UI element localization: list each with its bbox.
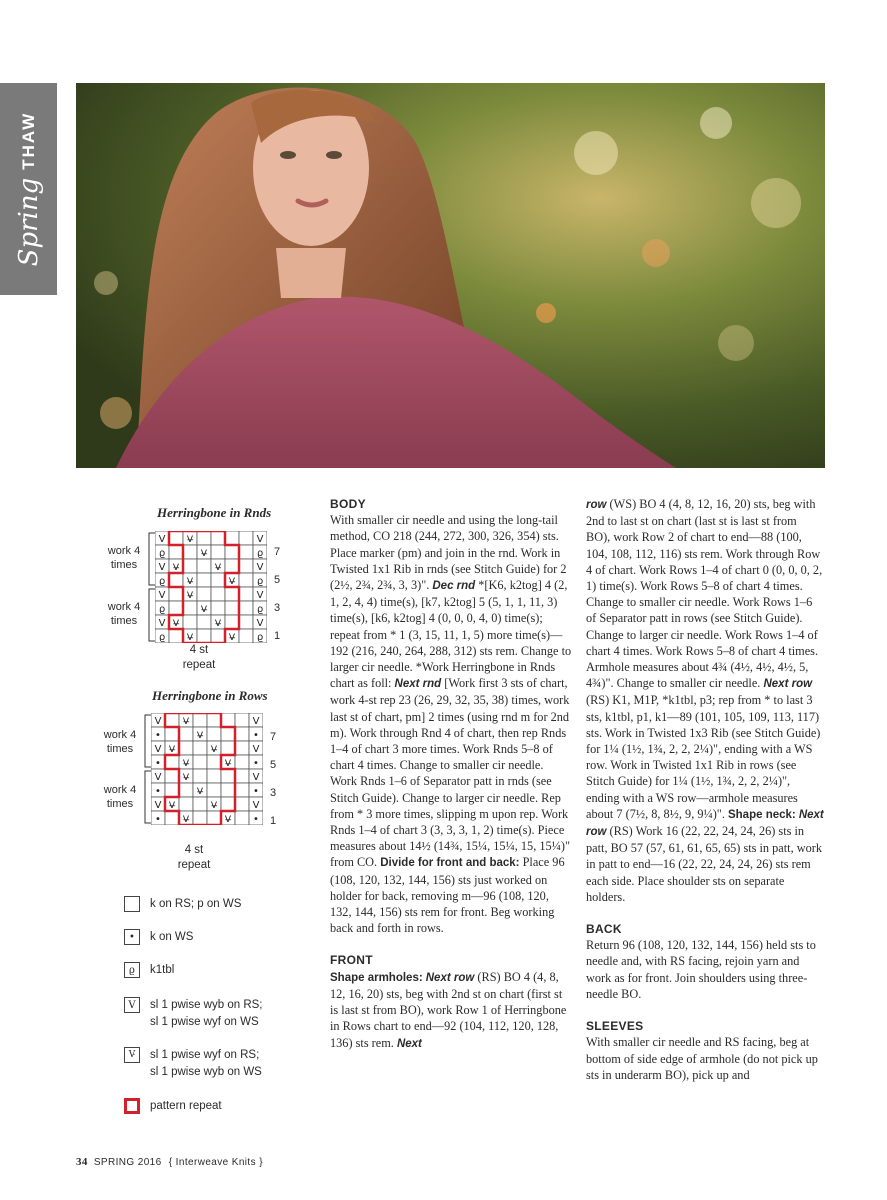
chart-rnds-row-3: 3	[274, 602, 281, 614]
sleeves-heading: SLEEVES	[586, 1019, 644, 1034]
chart-symbol: V	[256, 590, 264, 601]
chart-symbol: ϱ	[158, 548, 166, 559]
chart-symbol: •	[253, 730, 259, 741]
chart-cell	[221, 783, 235, 797]
chart-symbol: V	[252, 744, 260, 755]
chart-cell	[221, 741, 235, 755]
chart-symbol: V	[154, 772, 162, 783]
issue-label: SPRING 2016	[93, 1157, 162, 1168]
chart-symbol: ϱ	[256, 576, 264, 587]
chart-cell	[193, 741, 207, 755]
chart-symbol: V̶	[224, 815, 232, 825]
chart-cell	[197, 531, 211, 545]
chart-symbol: ϱ	[158, 604, 166, 615]
chart-symbol: V̶	[186, 591, 194, 601]
chart-symbol: V	[158, 590, 166, 601]
chart-rows-row-5: 5	[270, 759, 277, 771]
chart-symbol: V̶	[172, 563, 180, 573]
chart-cell	[235, 783, 249, 797]
chart-symbol: V̶	[224, 759, 232, 769]
chart-cell	[183, 559, 197, 573]
chart-cell	[169, 629, 183, 643]
chart-cell	[197, 615, 211, 629]
chart-cell	[179, 797, 193, 811]
section-title-caps: THAW	[18, 111, 38, 170]
v-icon: V	[124, 997, 140, 1013]
chart-cell	[193, 713, 207, 727]
chart-cell	[211, 629, 225, 643]
chart-cell	[221, 713, 235, 727]
chart-cell	[193, 769, 207, 783]
chart-cell	[239, 559, 253, 573]
chart-symbol: •	[253, 786, 259, 797]
legend-item: • k on WS	[124, 929, 193, 946]
chart-cell	[235, 713, 249, 727]
chart-cell	[221, 797, 235, 811]
legend-item: ϱ k1tbl	[124, 962, 174, 979]
front-continued-paragraph: row (WS) BO 4 (4, 8, 12, 16, 20) sts, beg with 2nd to last st on chart (last st is last st from BO), work Row 2 of chart to end—88 (100, 104, 108, 112, 116) sts rem. Work through Row 4 of chart. Work Rows 1–4 of chart 0 (0, 0, 0, 2, 1) time(s). Work Rows 5–8 of chart 4 times. Change to smaller cir needle. Work Rows 1–6 of Separator patt in rows (see Stitch Guide). Change to larger cir needle. Work Rows 1–4 of chart 4 times. Work Rows 5–8 of chart 4 times. Armhole measures about 4¾ (4½, 4½, 4½, 5, 4¾)". Change to smaller cir needle. Next row (RS) K1, M1P, *k1tbl, p3; rep from * to last 3 sts, k1tbl, p1, k1—89 (101, 105, 109, 113, 117) sts. Work in Twisted 1x3 Rib (see Stitch Guide) for 1¼ (1½, 1¾, 2, 2, 2¼)", ending with a WS row. Work in Twisted 1x1 Rib in rows (see Stitch Guide) for 1¼ (1½, 1¾, 2, 2, 2¼)", ending with a WS row—armhole measures about 7 (7½, 8, 8½, 9, 9¼)". Shape neck: Next row (RS) Work 16 (22, 22, 24, 24, 26) sts in patt, BO 57 (57, 61, 61, 65, 65) sts in patt, work in patt to end—16 (22, 22, 24, 24, 26) sts rem each side. Place shoulder sts on separate holders.	[586, 497, 824, 904]
chart-cell	[225, 601, 239, 615]
chart-cell	[221, 727, 235, 741]
chart-cell	[193, 811, 207, 825]
chart-cell	[239, 587, 253, 601]
chart-cell	[235, 797, 249, 811]
chart-cell	[165, 755, 179, 769]
chart-cell	[225, 615, 239, 629]
chart-cell	[165, 811, 179, 825]
chart-cell	[193, 797, 207, 811]
chart-symbol: •	[155, 730, 161, 741]
chart-cell	[235, 755, 249, 769]
chart-symbol: V̶	[210, 801, 218, 811]
chart-cell	[239, 531, 253, 545]
chart-cell	[235, 811, 249, 825]
empty-square-icon	[124, 896, 140, 912]
chart-symbol: V	[256, 562, 264, 573]
chart-symbol: V̶	[186, 577, 194, 587]
chart-cell	[169, 545, 183, 559]
chart-rnds-label-lower: work 4 times	[107, 601, 141, 627]
back-paragraph: Return 96 (108, 120, 132, 144, 156) held sts to needle and, with RS facing, rejoin yarn and work as for front. Join shoulders using three-needle BO.	[586, 938, 816, 1001]
chart-cell	[211, 545, 225, 559]
chart-cell	[169, 531, 183, 545]
chart-rows-row-3: 3	[270, 787, 277, 799]
chart-cell	[225, 587, 239, 601]
chart-cell	[183, 545, 197, 559]
chart-symbol: V	[252, 772, 260, 783]
chart-cell	[207, 755, 221, 769]
legend-item: pattern repeat	[124, 1098, 222, 1115]
chart-symbol: V̶	[182, 773, 190, 783]
chart-symbol: V̶	[228, 633, 236, 643]
chart-symbol: V	[252, 800, 260, 811]
text-column-2	[586, 496, 824, 1083]
chart-cell	[169, 587, 183, 601]
chart-symbol: V	[154, 716, 162, 727]
chart-rows-brackets	[140, 713, 152, 825]
chart-symbol: V	[256, 618, 264, 629]
page-number: 34	[76, 1156, 88, 1168]
chart-symbol: ϱ	[158, 576, 166, 587]
chart-symbol: V̶	[196, 731, 204, 741]
chart-rnds-row-1: 1	[274, 630, 281, 642]
chart-cell	[193, 755, 207, 769]
chart-symbol: ϱ	[158, 632, 166, 643]
chart-cell	[179, 727, 193, 741]
chart-cell	[197, 573, 211, 587]
chart-rnds-row-5: 5	[274, 574, 281, 586]
front-heading: FRONT	[330, 953, 373, 968]
chart-rows-grid	[151, 713, 263, 825]
chart-cell	[179, 783, 193, 797]
chart-rnds-brackets	[144, 531, 156, 643]
chart-symbol: V	[158, 534, 166, 545]
chart-cell	[225, 545, 239, 559]
chart-symbol: V̶	[186, 633, 194, 643]
chart-symbol: V	[256, 534, 264, 545]
chart-rows-repeat: 4 st repeat	[177, 844, 211, 871]
chart-rows-row-1: 1	[270, 815, 277, 827]
chart-symbol: V̶	[172, 619, 180, 629]
chart-cell	[197, 587, 211, 601]
chart-symbol: V	[154, 744, 162, 755]
chart-cell	[235, 727, 249, 741]
chart-cell	[211, 531, 225, 545]
chart-cell	[225, 531, 239, 545]
text-column-1	[330, 496, 572, 1052]
chart-symbol: ϱ	[256, 632, 264, 643]
section-title-script: Spring	[13, 177, 44, 267]
chart-symbol: V̶	[214, 563, 222, 573]
chart-cell	[225, 559, 239, 573]
legend-item: k on RS; p on WS	[124, 896, 241, 913]
chart-symbol: •	[155, 814, 161, 825]
chart-rnds-label-upper: work 4 times	[107, 545, 141, 571]
chart-symbol: V	[158, 562, 166, 573]
sleeves-paragraph: With smaller cir needle and RS facing, beg at bottom of side edge of armhole (do not pick up sts in underarm BO), pick up and	[586, 1035, 818, 1082]
chart-cell	[211, 587, 225, 601]
chart-symbol: V̶	[196, 787, 204, 797]
body-heading: BODY	[330, 497, 366, 511]
chart-cell	[207, 783, 221, 797]
chart-rnds-title: Herringbone in Rnds	[157, 505, 272, 520]
chart-cell	[221, 769, 235, 783]
dot-icon: •	[124, 929, 140, 945]
chart-cell	[165, 769, 179, 783]
chart-cell	[235, 769, 249, 783]
magazine-name: { Interweave Knits }	[168, 1157, 263, 1168]
chart-cell	[183, 601, 197, 615]
chart-symbol: V	[158, 618, 166, 629]
chart-symbol: V̶	[186, 535, 194, 545]
chart-symbol: ϱ	[256, 604, 264, 615]
legend-item: V̵ sl 1 pwise wyf on RS; sl 1 pwise wyb on WS	[124, 1047, 262, 1081]
chart-symbol: V̶	[168, 745, 176, 755]
chart-cell	[239, 573, 253, 587]
chart-cell	[239, 629, 253, 643]
chart-symbol: V̶	[182, 759, 190, 769]
chart-rnds-repeat: 4 st repeat	[182, 644, 216, 671]
chart-cell	[207, 713, 221, 727]
chart-rnds-row-7: 7	[274, 546, 281, 558]
chart-cell	[169, 601, 183, 615]
chart-cell	[169, 573, 183, 587]
front-paragraph: Shape armholes: Next row (RS) BO 4 (4, 8, 12, 16, 20) sts, beg with 2nd st on chart (first st is last st from BO), work Row 1 of Herringbone in Rows chart to end—92 (104, 112, 120, 128, 136) sts rem. Next	[330, 969, 567, 1050]
chart-symbol: V	[154, 800, 162, 811]
chart-symbol: V̶	[182, 717, 190, 727]
chart-rows-label-lower: work 4 times	[103, 784, 137, 810]
chart-rows-label-upper: work 4 times	[103, 729, 137, 755]
chart-cell	[211, 573, 225, 587]
chart-symbol: V̶	[200, 549, 208, 559]
v-bar-icon: V̵	[124, 1047, 140, 1063]
legend-item: V sl 1 pwise wyb on RS; sl 1 pwise wyf on WS	[124, 997, 263, 1031]
chart-symbol: V̶	[228, 577, 236, 587]
chart-rows-title: Herringbone in Rows	[152, 688, 268, 703]
chart-symbol: •	[253, 758, 259, 769]
chart-cell	[183, 615, 197, 629]
chart-cell	[239, 601, 253, 615]
chart-symbol: •	[155, 758, 161, 769]
chart-cell	[165, 783, 179, 797]
chart-cell	[235, 741, 249, 755]
chart-symbol: •	[155, 786, 161, 797]
twisted-stitch-icon: ϱ	[124, 962, 140, 978]
chart-symbol: V̶	[210, 745, 218, 755]
chart-symbol: V	[252, 716, 260, 727]
section-tab	[0, 83, 57, 295]
chart-cell	[197, 629, 211, 643]
chart-symbol: V̶	[182, 815, 190, 825]
model-photo	[76, 83, 825, 468]
chart-symbol: ϱ	[256, 548, 264, 559]
chart-rnds-grid	[155, 531, 267, 643]
chart-cell	[207, 727, 221, 741]
chart-symbol: V̶	[168, 801, 176, 811]
chart-cell	[165, 713, 179, 727]
chart-cell	[165, 727, 179, 741]
chart-symbol: •	[253, 814, 259, 825]
chart-symbol: V̶	[200, 605, 208, 615]
chart-symbol: V̶	[214, 619, 222, 629]
chart-cell	[211, 601, 225, 615]
chart-cell	[197, 559, 211, 573]
chart-cell	[179, 741, 193, 755]
back-heading: BACK	[586, 922, 622, 937]
chart-cell	[207, 811, 221, 825]
chart-rows-row-7: 7	[270, 731, 277, 743]
chart-cell	[207, 769, 221, 783]
body-paragraph: With smaller cir needle and using the long-tail method, CO 218 (244, 272, 300, 326, 354) sts. Place marker (pm) and join in the rnd. Work in Twisted 1x1 Rib in rnds (see Stitch Guide) for 2 (2½, 2¾, 2¾, 3, 3)". Dec rnd *[K6, k2tog] 4 (2, 1, 2, 4, 4) time(s), [k7, k2tog] 5 (5, 1, 1, 11, 3) time(s), [k6, k2tog] 4 (0, 0, 0, 4, 0) time(s); repeat from * 1 (3, 15, 11, 1, 5) more time(s)—192 (216, 240, 264, 288, 312) sts rem. Change to larger cir needle. *Work Herringbone in Rnds chart as foll: Next rnd [Work first 3 sts of chart, work 4-st rep 23 (26, 29, 32, 35, 38) times, work last st of chart, pm] 2 times (using rnd m for 2nd m). Work through Rnd 4 of chart, then rep Rnds 1–4 of chart 3 more times. Work Rnds 5–8 of chart 4 times. Change to smaller cir needle. Work Rnds 1–6 of Separator patt in rnds (see Stitch Guide). Change to larger cir needle. Rep from * 3 more times, slipping m upon rep. Work Rnds 1–4 of chart 3 (3, 3, 3, 1, 2) time(s). Piece measures about 14½ (14¾, 15¼, 15¼, 15, 15¼)" from CO. Divide for front and back: Place 96 (108, 120, 132, 144, 156) sts just worked on holder for back, removing m—96 (108, 120, 132, 144, 156) sts rem for front. Beg working back and forth in rows.	[330, 513, 572, 936]
page-footer	[76, 1156, 263, 1168]
red-square-icon	[124, 1098, 140, 1114]
chart-cell	[239, 545, 253, 559]
chart-cell	[239, 615, 253, 629]
